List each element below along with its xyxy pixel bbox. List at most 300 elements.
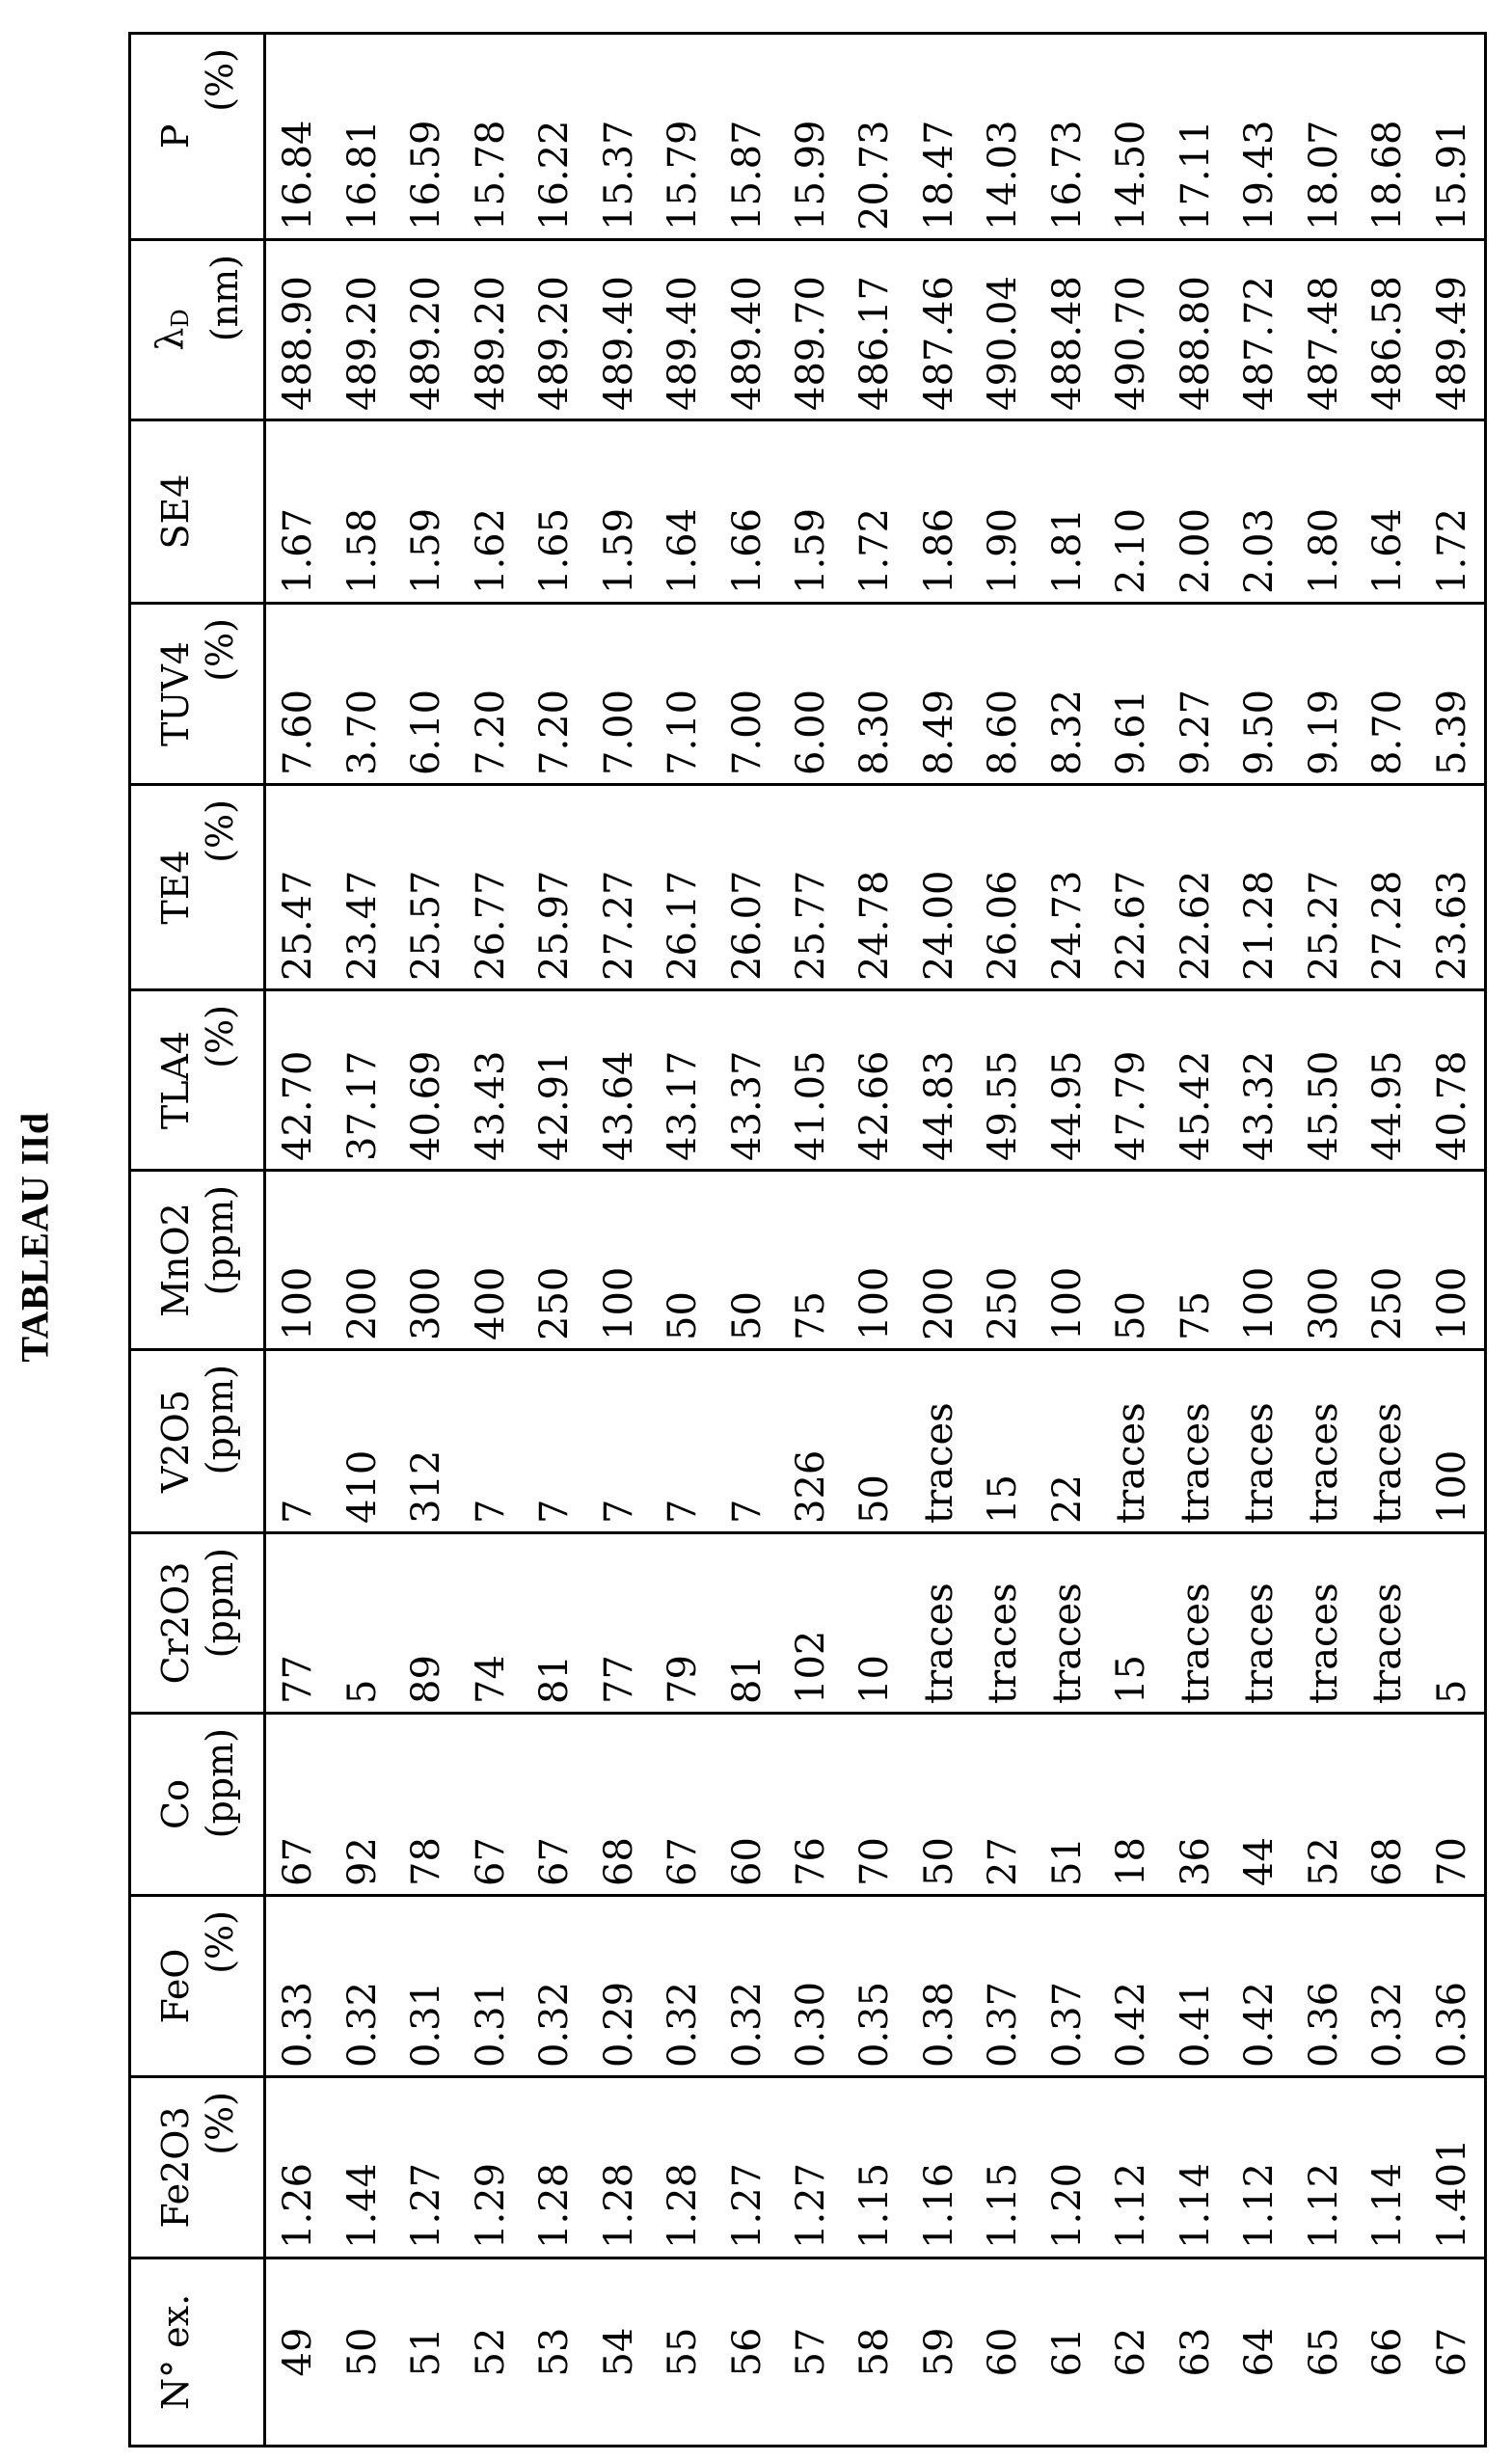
cell-feo: 0.29 <box>586 1896 650 2077</box>
cell-co: 76 <box>779 1714 843 1896</box>
cell-te4: 22.67 <box>1099 785 1163 990</box>
cell-te4: 25.47 <box>265 785 331 990</box>
cell-v2o5: 312 <box>394 1350 458 1533</box>
cell-lambda_d: 488.48 <box>1036 240 1099 420</box>
cell-fe2o3: 1.44 <box>330 2077 393 2258</box>
cell-fe2o3: 1.27 <box>779 2077 843 2258</box>
cell-feo: 0.37 <box>1036 1896 1099 2077</box>
table-row <box>586 34 650 2447</box>
cell-te4: 25.57 <box>394 785 458 990</box>
cell-tla4: 43.32 <box>1228 990 1291 1171</box>
cell-se4: 1.72 <box>1419 420 1485 604</box>
header-label: FeO <box>153 1948 197 2024</box>
cell-tla4: 42.70 <box>265 990 331 1171</box>
cell-mno2: 250 <box>971 1171 1035 1350</box>
cell-tla4: 40.78 <box>1419 990 1485 1171</box>
header-unit: (%) <box>198 1005 241 1068</box>
cell-te4: 23.63 <box>1419 785 1485 990</box>
cell-mno2: 75 <box>1164 1171 1228 1350</box>
cell-cr2o3: traces <box>1036 1533 1099 1714</box>
table-row <box>907 34 971 2447</box>
cell-lambda_d: 489.70 <box>779 240 843 420</box>
cell-v2o5: 7 <box>458 1350 522 1533</box>
cell-te4: 25.27 <box>1292 785 1356 990</box>
cell-ex: 53 <box>523 2258 586 2447</box>
cell-tla4: 41.05 <box>779 990 843 1171</box>
cell-co: 50 <box>907 1714 971 1896</box>
cell-lambda_d: 489.40 <box>586 240 650 420</box>
cell-fe2o3: 1.12 <box>1228 2077 1291 2258</box>
cell-tla4: 43.17 <box>651 990 715 1171</box>
cell-mno2: 250 <box>1356 1171 1419 1350</box>
cell-se4: 1.72 <box>843 420 906 604</box>
cell-lambda_d: 490.70 <box>1099 240 1163 420</box>
cell-feo: 0.33 <box>265 1896 331 2077</box>
cell-lambda_d: 488.90 <box>265 240 331 420</box>
table-row <box>715 34 778 2447</box>
cell-se4: 1.64 <box>1356 420 1419 604</box>
header-p <box>130 34 265 240</box>
cell-te4: 26.07 <box>715 785 778 990</box>
cell-feo: 0.31 <box>458 1896 522 2077</box>
cell-cr2o3: traces <box>907 1533 971 1714</box>
header-row <box>130 34 265 2447</box>
cell-cr2o3: 89 <box>394 1533 458 1714</box>
header-unit: (%) <box>198 618 241 682</box>
cell-co: 44 <box>1228 1714 1291 1896</box>
cell-p: 14.50 <box>1099 34 1163 240</box>
header-label: Co <box>153 1779 197 1829</box>
cell-fe2o3: 1.29 <box>458 2077 522 2258</box>
cell-v2o5: traces <box>907 1350 971 1533</box>
cell-mno2: 100 <box>265 1171 331 1350</box>
cell-te4: 23.47 <box>330 785 393 990</box>
cell-cr2o3: 77 <box>265 1533 331 1714</box>
cell-tla4: 43.64 <box>586 990 650 1171</box>
cell-te4: 27.27 <box>586 785 650 990</box>
header-unit: (%) <box>198 48 241 112</box>
cell-tla4: 42.91 <box>523 990 586 1171</box>
cell-v2o5: traces <box>1228 1350 1291 1533</box>
cell-p: 16.84 <box>265 34 331 240</box>
cell-ex: 58 <box>843 2258 906 2447</box>
cell-fe2o3: 1.20 <box>1036 2077 1099 2258</box>
cell-tuv4: 6.00 <box>779 604 843 785</box>
cell-v2o5: 7 <box>715 1350 778 1533</box>
cell-fe2o3: 1.27 <box>715 2077 778 2258</box>
cell-se4: 1.81 <box>1036 420 1099 604</box>
cell-lambda_d: 489.20 <box>394 240 458 420</box>
header-cr2o3 <box>130 1533 265 1714</box>
cell-v2o5: 7 <box>586 1350 650 1533</box>
cell-p: 15.78 <box>458 34 522 240</box>
cell-mno2: 100 <box>1228 1171 1291 1350</box>
cell-tla4: 43.37 <box>715 990 778 1171</box>
cell-lambda_d: 487.72 <box>1228 240 1291 420</box>
header-label: N° ex. <box>153 2293 197 2411</box>
cell-cr2o3: 102 <box>779 1533 843 1714</box>
cell-co: 27 <box>971 1714 1035 1896</box>
table-title: TABLEAU IId <box>13 1112 57 1363</box>
cell-se4: 1.67 <box>265 420 331 604</box>
cell-ex: 56 <box>715 2258 778 2447</box>
cell-tuv4: 9.50 <box>1228 604 1291 785</box>
cell-feo: 0.41 <box>1164 1896 1228 2077</box>
cell-ex: 52 <box>458 2258 522 2447</box>
cell-lambda_d: 489.40 <box>715 240 778 420</box>
cell-v2o5: 410 <box>330 1350 393 1533</box>
cell-p: 20.73 <box>843 34 906 240</box>
cell-tuv4: 8.49 <box>907 604 971 785</box>
cell-ex: 60 <box>971 2258 1035 2447</box>
cell-p: 16.73 <box>1036 34 1099 240</box>
cell-p: 16.81 <box>330 34 393 240</box>
cell-co: 67 <box>265 1714 331 1896</box>
cell-p: 18.07 <box>1292 34 1356 240</box>
cell-tla4: 37.17 <box>330 990 393 1171</box>
cell-te4: 21.28 <box>1228 785 1291 990</box>
header-unit: (ppm) <box>198 1185 241 1296</box>
cell-cr2o3: 77 <box>586 1533 650 1714</box>
cell-lambda_d: 489.20 <box>458 240 522 420</box>
cell-mno2: 100 <box>1419 1171 1485 1350</box>
cell-te4: 24.73 <box>1036 785 1099 990</box>
cell-feo: 0.36 <box>1419 1896 1485 2077</box>
header-label: TE4 <box>153 850 197 925</box>
header-mno2 <box>130 1171 265 1350</box>
table-row <box>394 34 458 2447</box>
cell-se4: 1.86 <box>907 420 971 604</box>
cell-se4: 2.10 <box>1099 420 1163 604</box>
cell-cr2o3: traces <box>1292 1533 1356 1714</box>
cell-cr2o3: 81 <box>523 1533 586 1714</box>
cell-p: 15.79 <box>651 34 715 240</box>
cell-mno2: 300 <box>1292 1171 1356 1350</box>
cell-se4: 1.59 <box>779 420 843 604</box>
cell-tla4: 47.79 <box>1099 990 1163 1171</box>
header-label <box>148 241 202 419</box>
table-body <box>265 34 1486 2447</box>
cell-tuv4: 8.70 <box>1356 604 1419 785</box>
cell-lambda_d: 487.48 <box>1292 240 1356 420</box>
table-row <box>843 34 906 2447</box>
cell-fe2o3: 1.28 <box>523 2077 586 2258</box>
cell-co: 67 <box>651 1714 715 1896</box>
cell-p: 19.43 <box>1228 34 1291 240</box>
cell-feo: 0.32 <box>523 1896 586 2077</box>
cell-lambda_d: 488.80 <box>1164 240 1228 420</box>
cell-mno2: 400 <box>458 1171 522 1350</box>
cell-co: 92 <box>330 1714 393 1896</box>
cell-te4: 26.06 <box>971 785 1035 990</box>
cell-mno2: 50 <box>715 1171 778 1350</box>
cell-ex: 49 <box>265 2258 331 2447</box>
cell-p: 18.68 <box>1356 34 1419 240</box>
cell-te4: 22.62 <box>1164 785 1228 990</box>
table-row <box>1356 34 1419 2447</box>
table-row <box>1164 34 1228 2447</box>
cell-feo: 0.31 <box>394 1896 458 2077</box>
cell-p: 16.22 <box>523 34 586 240</box>
table-row <box>971 34 1035 2447</box>
cell-fe2o3: 1.26 <box>265 2077 331 2258</box>
cell-v2o5: 22 <box>1036 1350 1099 1533</box>
cell-se4: 1.90 <box>971 420 1035 604</box>
lambda-subscript: D <box>167 309 194 328</box>
cell-p: 14.03 <box>971 34 1035 240</box>
cell-cr2o3: traces <box>1356 1533 1419 1714</box>
cell-cr2o3: 10 <box>843 1533 906 1714</box>
header-fe2o3 <box>130 2077 265 2258</box>
header-unit: (ppm) <box>198 1365 241 1475</box>
cell-te4: 24.78 <box>843 785 906 990</box>
table-row <box>523 34 586 2447</box>
header-feo <box>130 1896 265 2077</box>
cell-ex: 54 <box>586 2258 650 2447</box>
cell-fe2o3: 1.15 <box>843 2077 906 2258</box>
cell-tuv4: 8.60 <box>971 604 1035 785</box>
cell-v2o5: traces <box>1292 1350 1356 1533</box>
cell-fe2o3: 1.15 <box>971 2077 1035 2258</box>
cell-lambda_d: 489.20 <box>330 240 393 420</box>
header-tuv4 <box>130 604 265 785</box>
header-unit: (%) <box>198 799 241 863</box>
cell-tuv4: 3.70 <box>330 604 393 785</box>
cell-te4: 25.77 <box>779 785 843 990</box>
cell-lambda_d: 489.20 <box>523 240 586 420</box>
cell-tuv4: 8.32 <box>1036 604 1099 785</box>
cell-mno2: 200 <box>330 1171 393 1350</box>
cell-co: 70 <box>1419 1714 1485 1896</box>
cell-ex: 59 <box>907 2258 971 2447</box>
cell-v2o5: 7 <box>523 1350 586 1533</box>
cell-fe2o3: 1.14 <box>1164 2077 1228 2258</box>
cell-tuv4: 7.00 <box>715 604 778 785</box>
cell-lambda_d: 486.58 <box>1356 240 1419 420</box>
cell-ex: 51 <box>394 2258 458 2447</box>
cell-tuv4: 7.10 <box>651 604 715 785</box>
cell-lambda_d: 489.40 <box>651 240 715 420</box>
cell-se4: 1.64 <box>651 420 715 604</box>
cell-cr2o3: traces <box>1228 1533 1291 1714</box>
cell-se4: 1.59 <box>586 420 650 604</box>
cell-ex: 67 <box>1419 2258 1485 2447</box>
cell-v2o5: 50 <box>843 1350 906 1533</box>
cell-se4: 1.62 <box>458 420 522 604</box>
cell-fe2o3: 1.401 <box>1419 2077 1485 2258</box>
cell-p: 15.91 <box>1419 34 1485 240</box>
cell-tla4: 44.95 <box>1356 990 1419 1171</box>
cell-tuv4: 5.39 <box>1419 604 1485 785</box>
cell-co: 36 <box>1164 1714 1228 1896</box>
cell-tla4: 45.42 <box>1164 990 1228 1171</box>
header-unit: (%) <box>198 1910 241 1974</box>
cell-lambda_d: 490.04 <box>971 240 1035 420</box>
header-label: TUV4 <box>153 641 197 746</box>
table-row <box>1228 34 1291 2447</box>
header-unit: (nm) <box>203 255 246 342</box>
cell-se4: 2.00 <box>1164 420 1228 604</box>
cell-tla4: 45.50 <box>1292 990 1356 1171</box>
table-row <box>1099 34 1163 2447</box>
cell-p: 16.59 <box>394 34 458 240</box>
cell-te4: 26.77 <box>458 785 522 990</box>
header-co <box>130 1714 265 1896</box>
cell-tuv4: 9.27 <box>1164 604 1228 785</box>
header-label: TLA4 <box>153 1030 197 1130</box>
header-label: SE4 <box>153 473 197 550</box>
cell-v2o5: traces <box>1099 1350 1163 1533</box>
cell-te4: 24.00 <box>907 785 971 990</box>
cell-ex: 61 <box>1036 2258 1099 2447</box>
table-row <box>1036 34 1099 2447</box>
cell-feo: 0.37 <box>971 1896 1035 2077</box>
cell-mno2: 250 <box>523 1171 586 1350</box>
cell-feo: 0.32 <box>330 1896 393 2077</box>
cell-feo: 0.32 <box>1356 1896 1419 2077</box>
cell-mno2: 100 <box>843 1171 906 1350</box>
header-ex <box>130 2258 265 2447</box>
cell-cr2o3: 81 <box>715 1533 778 1714</box>
header-v2o5 <box>130 1350 265 1533</box>
cell-tuv4: 7.20 <box>523 604 586 785</box>
cell-v2o5: 100 <box>1419 1350 1485 1533</box>
cell-mno2: 300 <box>394 1171 458 1350</box>
cell-feo: 0.35 <box>843 1896 906 2077</box>
cell-se4: 1.59 <box>394 420 458 604</box>
cell-ex: 57 <box>779 2258 843 2447</box>
cell-p: 15.37 <box>586 34 650 240</box>
cell-fe2o3: 1.14 <box>1356 2077 1419 2258</box>
cell-fe2o3: 1.16 <box>907 2077 971 2258</box>
cell-v2o5: 326 <box>779 1350 843 1533</box>
header-label: Fe2O3 <box>153 2106 197 2229</box>
cell-te4: 25.97 <box>523 785 586 990</box>
cell-tuv4: 7.60 <box>265 604 331 785</box>
cell-ex: 50 <box>330 2258 393 2447</box>
cell-fe2o3: 1.12 <box>1099 2077 1163 2258</box>
cell-co: 52 <box>1292 1714 1356 1896</box>
cell-ex: 63 <box>1164 2258 1228 2447</box>
cell-v2o5: 7 <box>651 1350 715 1533</box>
cell-tla4: 42.66 <box>843 990 906 1171</box>
table-row <box>1292 34 1356 2447</box>
header-label: V2O5 <box>153 1390 197 1493</box>
cell-tla4: 40.69 <box>394 990 458 1171</box>
cell-co: 51 <box>1036 1714 1099 1896</box>
cell-co: 70 <box>843 1714 906 1896</box>
header-unit <box>198 2259 242 2445</box>
composition-table <box>128 32 1487 2447</box>
cell-ex: 62 <box>1099 2258 1163 2447</box>
cell-mno2: 50 <box>651 1171 715 1350</box>
cell-fe2o3: 1.28 <box>586 2077 650 2258</box>
header-label: MnO2 <box>153 1203 197 1317</box>
header-unit <box>198 421 242 602</box>
cell-se4: 1.66 <box>715 420 778 604</box>
cell-lambda_d: 487.46 <box>907 240 971 420</box>
cell-p: 18.47 <box>907 34 971 240</box>
cell-fe2o3: 1.12 <box>1292 2077 1356 2258</box>
cell-tla4: 43.43 <box>458 990 522 1171</box>
table-row <box>265 34 331 2447</box>
cell-feo: 0.30 <box>779 1896 843 2077</box>
header-te4 <box>130 785 265 990</box>
table-row <box>458 34 522 2447</box>
cell-ex: 65 <box>1292 2258 1356 2447</box>
header-label: Cr2O3 <box>153 1561 197 1685</box>
cell-feo: 0.38 <box>907 1896 971 2077</box>
cell-p: 17.11 <box>1164 34 1228 240</box>
cell-tuv4: 9.19 <box>1292 604 1356 785</box>
cell-tuv4: 7.20 <box>458 604 522 785</box>
cell-lambda_d: 486.17 <box>843 240 906 420</box>
header-unit: (ppm) <box>198 1728 241 1839</box>
cell-v2o5: traces <box>1356 1350 1419 1533</box>
cell-co: 18 <box>1099 1714 1163 1896</box>
cell-mno2: 100 <box>586 1171 650 1350</box>
cell-te4: 27.28 <box>1356 785 1419 990</box>
cell-tuv4: 9.61 <box>1099 604 1163 785</box>
rotated-table-container <box>128 35 1487 2447</box>
header-lambda-d <box>130 240 265 420</box>
cell-se4: 2.03 <box>1228 420 1291 604</box>
cell-tla4: 44.83 <box>907 990 971 1171</box>
cell-tuv4: 8.30 <box>843 604 906 785</box>
cell-co: 68 <box>1356 1714 1419 1896</box>
cell-p: 15.87 <box>715 34 778 240</box>
table-row <box>779 34 843 2447</box>
cell-ex: 64 <box>1228 2258 1291 2447</box>
cell-feo: 0.32 <box>651 1896 715 2077</box>
cell-ex: 55 <box>651 2258 715 2447</box>
cell-v2o5: 7 <box>265 1350 331 1533</box>
cell-tla4: 49.55 <box>971 990 1035 1171</box>
cell-mno2: 200 <box>907 1171 971 1350</box>
lambda-symbol: λ <box>148 327 191 351</box>
cell-fe2o3: 1.28 <box>651 2077 715 2258</box>
cell-fe2o3: 1.27 <box>394 2077 458 2258</box>
cell-mno2: 75 <box>779 1171 843 1350</box>
cell-cr2o3: 74 <box>458 1533 522 1714</box>
cell-cr2o3: 5 <box>1419 1533 1485 1714</box>
cell-te4: 26.17 <box>651 785 715 990</box>
table-row <box>651 34 715 2447</box>
cell-co: 67 <box>523 1714 586 1896</box>
cell-se4: 1.65 <box>523 420 586 604</box>
cell-co: 67 <box>458 1714 522 1896</box>
cell-v2o5: 15 <box>971 1350 1035 1533</box>
cell-se4: 1.58 <box>330 420 393 604</box>
cell-tuv4: 6.10 <box>394 604 458 785</box>
table-row <box>1419 34 1485 2447</box>
cell-cr2o3: traces <box>971 1533 1035 1714</box>
cell-v2o5: traces <box>1164 1350 1228 1533</box>
cell-tla4: 44.95 <box>1036 990 1099 1171</box>
cell-feo: 0.36 <box>1292 1896 1356 2077</box>
cell-lambda_d: 489.49 <box>1419 240 1485 420</box>
cell-p: 15.99 <box>779 34 843 240</box>
header-unit: (ppm) <box>198 1548 241 1659</box>
cell-cr2o3: traces <box>1164 1533 1228 1714</box>
header-unit: (%) <box>198 2092 241 2155</box>
cell-mno2: 50 <box>1099 1171 1163 1350</box>
table-row <box>330 34 393 2447</box>
cell-co: 60 <box>715 1714 778 1896</box>
cell-mno2: 100 <box>1036 1171 1099 1350</box>
cell-cr2o3: 5 <box>330 1533 393 1714</box>
cell-feo: 0.42 <box>1099 1896 1163 2077</box>
